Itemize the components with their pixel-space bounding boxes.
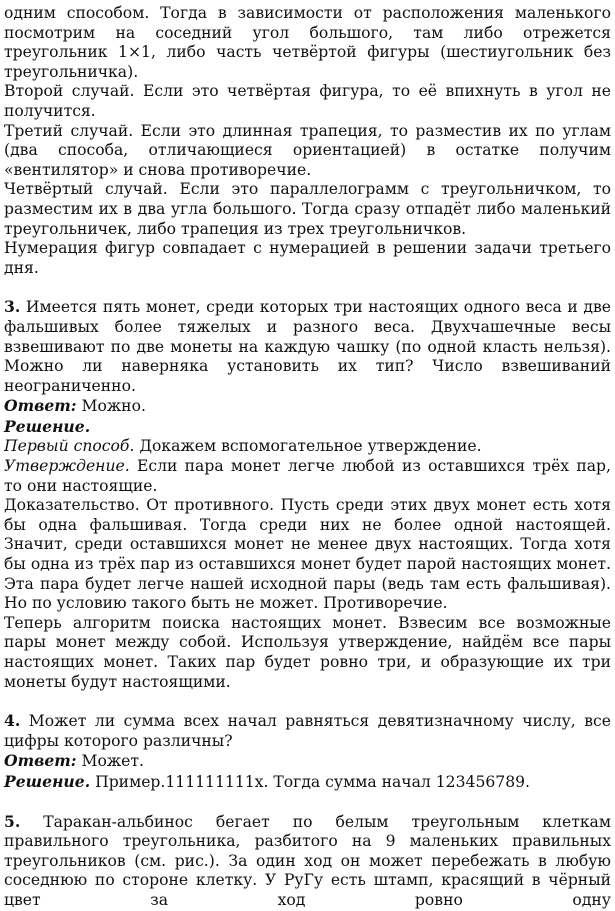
spacer	[4, 278, 611, 297]
problem-3-claim	[4, 457, 611, 496]
problem-5-text: Таракан-альбинос бегает по белым треугольным клеткам правильного треугольника, разбитого на 9 маленьких правильных треугольников (см. рис.). За один ход он может перебежать в любую соседнюю по стороне клетку. У РуГу есть штамп, красящий в чёрный цвет за ход ровно одну	[4, 812, 611, 909]
spacer	[4, 692, 611, 711]
problem-5-statement	[4, 812, 611, 911]
problem-4-number: 4.	[4, 711, 21, 731]
solution-label: Решение.	[4, 416, 91, 436]
problem-3-answer	[4, 396, 611, 417]
problem-4-answer	[4, 751, 611, 772]
paragraph-case-2: Второй случай. Если это четвёртая фигура, то её впихнуть в угол не получится.	[4, 82, 611, 120]
problem-3-algorithm: Теперь алгоритм поиска настоящих монет. Взвесим все возможные пары монет между собой. Используя утверждение, найдём все пары настоящих монет. Таких пар будет ровно три, и образующие их три монеты будут настоящими.	[4, 613, 611, 691]
paragraph-prev-1: одним способом. Тогда в зависимости от расположения маленького посмотрим на соседний угол большого, там либо отрежется треугольник 1×1, либо часть четвёртой фигуры (шестиугольник без треугольничка).	[4, 4, 611, 81]
spacer	[4, 793, 611, 812]
answer-label: Ответ:	[4, 396, 77, 416]
paragraph-case-3: Третий случай. Если это длинная трапеция, то разместив их по углам (два способа, отличающиеся ориентацией) в остатке получим «вентилятор» и снова противоречие.	[4, 121, 611, 179]
problem-4-statement	[4, 711, 611, 751]
problem-5-number: 5.	[4, 811, 21, 831]
problem-3-number: 3.	[4, 297, 21, 317]
problem-3-text: Имеется пять монет, среди которых три настоящих одного веса и две фальшивых более тяжелых и разного веса. Двухчашечные весы взвешивают по две монеты на каждую чашку (по одной класть нельзя). Можно ли наверняка установить их тип? Число взвешиваний неограниченно.	[4, 298, 611, 395]
problem-3-statement	[4, 297, 611, 396]
solution-text: Пример.111111111x. Тогда сумма начал 123456789.	[95, 772, 531, 791]
claim-text: Если пара монет легче любой из оставшихся трёх пар, то они настоящие.	[4, 457, 611, 495]
answer-text: Можно.	[81, 397, 146, 416]
first-way-text: Докажем вспомогательное утверждение.	[139, 437, 482, 456]
answer-text: Может.	[81, 752, 144, 771]
paragraph-case-4: Четвёртый случай. Если это параллелограмм с треугольничком, то разместим их в два угла большого. Тогда сразу отпадёт либо маленький треугольничек, либо трапеция из трех треугольничков.	[4, 180, 611, 238]
problem-3-solution-heading	[4, 417, 611, 438]
first-way-label: Первый способ.	[4, 437, 135, 456]
claim-label: Утверждение.	[4, 457, 130, 476]
problem-3-first-way	[4, 437, 611, 457]
paragraph-numbering-note: Нумерация фигур совпадает с нумерацией в решении задачи третьего дня.	[4, 239, 611, 277]
problem-4-text: Может ли сумма всех начал равняться девятизначному числу, все цифры которого различны?	[4, 712, 611, 750]
answer-label: Ответ:	[4, 751, 77, 771]
problem-3-proof: Доказательство. От противного. Пусть среди этих двух монет есть хотя бы одна фальшивая. Тогда среди них не более одной настоящей. Значит, среди оставшихся монет не менее двух настоящих. Тогда хотя бы одна из трёх пар из оставшихся монет будет парой настоящих монет. Эта пара будет легче нашей исходной пары (ведь там есть фальшивая). Но по условию такого быть не может. Противоречие.	[4, 496, 611, 613]
problem-4-solution	[4, 772, 611, 793]
solution-label: Решение.	[4, 771, 91, 791]
